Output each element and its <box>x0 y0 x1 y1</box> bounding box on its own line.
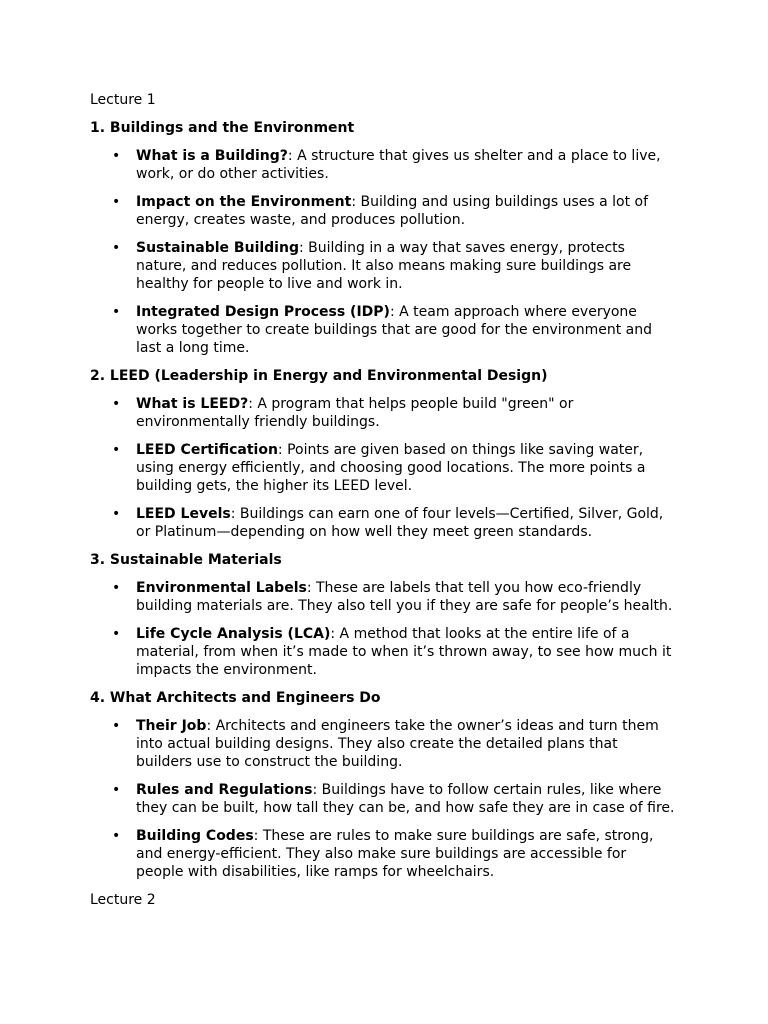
definition: : A method that looks at the entire life of a material, from when it’s made to when it’s thrown away, to see how much it impacts the environment. <box>136 626 672 678</box>
term: LEED Certification <box>136 442 278 458</box>
bullet-icon: • <box>112 580 121 596</box>
definition: : Buildings can earn one of four levels—Certified, Silver, Gold, or Platinum—depending on how well they meet green standards. <box>136 506 664 540</box>
definition: : A program that helps people build "green" or environmentally friendly buildings. <box>136 396 574 430</box>
bullet-icon: • <box>112 148 121 164</box>
term: What is a Building? <box>136 148 288 164</box>
bullet-list <box>90 717 678 881</box>
lecture-2-label: Lecture 2 <box>90 892 156 908</box>
list-item <box>90 193 678 229</box>
bullet-icon: • <box>112 828 121 844</box>
bullet-icon: • <box>112 194 121 210</box>
list-item <box>90 781 678 817</box>
bullet-icon: • <box>112 506 121 522</box>
definition: : Architects and engineers take the owner’s ideas and turn them into actual building designs. They also create the detailed plans that builders use to construct the building. <box>136 718 659 770</box>
section-leed <box>90 367 678 541</box>
bullet-icon: • <box>112 304 121 320</box>
bullet-icon: • <box>112 396 121 412</box>
section-heading: 2. LEED (Leadership in Energy and Environmental Design) <box>90 368 548 384</box>
bullet-icon: • <box>112 240 121 256</box>
term: Environmental Labels <box>136 580 307 596</box>
list-item <box>90 147 678 183</box>
list-item <box>90 827 678 881</box>
definition: : Building and using buildings uses a lot of energy, creates waste, and produces pollution. <box>136 194 649 228</box>
term: What is LEED? <box>136 396 249 412</box>
section-buildings-environment <box>90 119 678 357</box>
definition: : Points are given based on things like saving water, using energy efficiently, and choosing good locations. The more points a building gets, the higher its LEED level. <box>136 442 646 494</box>
list-item <box>90 505 678 541</box>
term: Their Job <box>136 718 207 734</box>
bullet-icon: • <box>112 718 121 734</box>
list-item <box>90 303 678 357</box>
term: Integrated Design Process (IDP) <box>136 304 390 320</box>
bullet-list <box>90 579 678 679</box>
bullet-list <box>90 395 678 541</box>
definition: : These are rules to make sure buildings are safe, strong, and energy-efficient. They also make sure buildings are accessible for people with disabilities, like ramps for wheelchairs. <box>136 828 654 880</box>
bullet-icon: • <box>112 782 121 798</box>
term: Building Codes <box>136 828 254 844</box>
term: LEED Levels <box>136 506 231 522</box>
section-heading: 4. What Architects and Engineers Do <box>90 690 381 706</box>
bullet-icon: • <box>112 626 121 642</box>
list-item <box>90 441 678 495</box>
list-item <box>90 239 678 293</box>
term: Life Cycle Analysis (LCA) <box>136 626 331 642</box>
definition: : These are labels that tell you how eco-friendly building materials are. They also tell you if they are safe for people’s health. <box>136 580 673 614</box>
section-heading: 3. Sustainable Materials <box>90 552 282 568</box>
definition: : A team approach where everyone works together to create buildings that are good for the environment and last a long time. <box>136 304 652 356</box>
bullet-icon: • <box>112 442 121 458</box>
definition: : Building in a way that saves energy, protects nature, and reduces pollution. It also means making sure buildings are healthy for people to live and work in. <box>136 240 632 292</box>
definition: : Buildings have to follow certain rules, like where they can be built, how tall they can be, and how safe they are in case of fire. <box>136 782 675 816</box>
list-item <box>90 579 678 615</box>
list-item <box>90 395 678 431</box>
term: Sustainable Building <box>136 240 299 256</box>
term: Impact on the Environment <box>136 194 352 210</box>
list-item <box>90 625 678 679</box>
section-sustainable-materials <box>90 551 678 679</box>
list-item <box>90 717 678 771</box>
lecture-1-label: Lecture 1 <box>90 92 156 108</box>
definition: : A structure that gives us shelter and a place to live, work, or do other activities. <box>136 148 661 182</box>
section-heading: 1. Buildings and the Environment <box>90 120 355 136</box>
section-architects-engineers <box>90 689 678 881</box>
term: Rules and Regulations <box>136 782 313 798</box>
bullet-list <box>90 147 678 357</box>
